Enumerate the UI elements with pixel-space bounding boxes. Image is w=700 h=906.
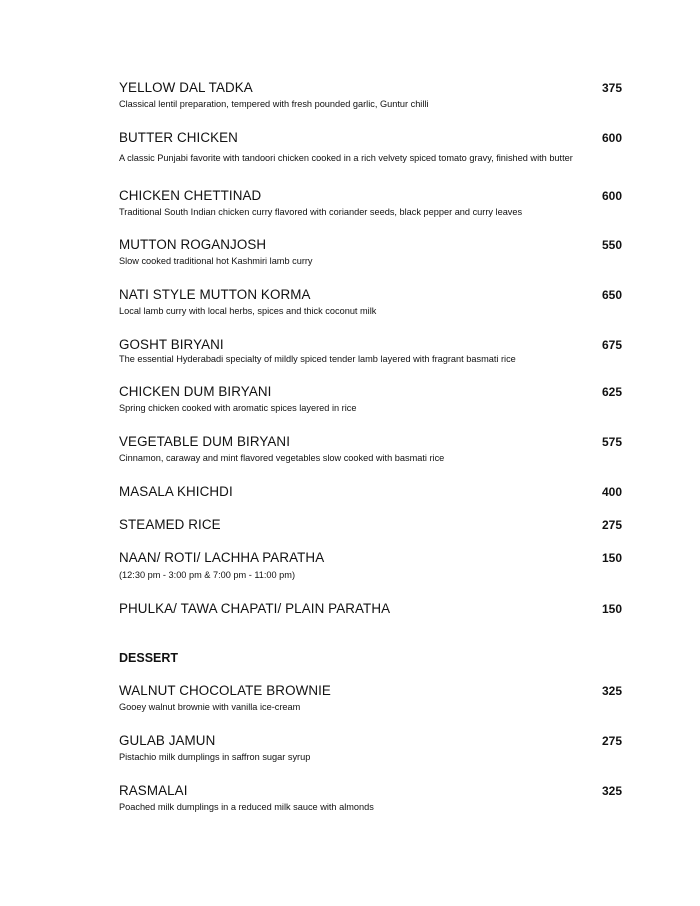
item-price: 325 bbox=[601, 684, 622, 698]
item-name: MASALA KHICHDI bbox=[119, 484, 233, 499]
section-title-dessert: DESSERT bbox=[119, 651, 179, 665]
item-description: Classical lentil preparation, tempered with fresh pounded garlic, Guntur chilli bbox=[119, 99, 429, 109]
item-price: 275 bbox=[601, 734, 622, 748]
item-description: Pistachio milk dumplings in saffron sugar syrup bbox=[119, 752, 311, 762]
item-name: VEGETABLE DUM BIRYANI bbox=[119, 434, 291, 449]
item-name: GULAB JAMUN bbox=[119, 733, 216, 748]
item-description: Poached milk dumplings in a reduced milk sauce with almonds bbox=[119, 802, 374, 812]
item-name: BUTTER CHICKEN bbox=[119, 130, 238, 145]
item-description: (12:30 pm - 3:00 pm & 7:00 pm - 11:00 pm) bbox=[119, 570, 296, 580]
item-name: GOSHT BIRYANI bbox=[119, 337, 224, 352]
item-price: 150 bbox=[601, 551, 622, 565]
item-name: CHICKEN CHETTINAD bbox=[119, 188, 262, 203]
item-price: 575 bbox=[601, 435, 622, 449]
item-price: 625 bbox=[601, 385, 622, 399]
item-name: WALNUT CHOCOLATE BROWNIE bbox=[119, 683, 331, 698]
item-price: 375 bbox=[601, 81, 622, 95]
item-price: 550 bbox=[601, 238, 622, 252]
item-name: YELLOW DAL TADKA bbox=[119, 80, 253, 95]
item-price: 600 bbox=[601, 189, 622, 203]
item-description: Gooey walnut brownie with vanilla ice-cream bbox=[119, 702, 301, 712]
item-description: A classic Punjabi favorite with tandoori chicken cooked in a rich velvety spiced tomato gravy, finished with butter bbox=[119, 153, 573, 163]
item-price: 275 bbox=[601, 518, 622, 532]
item-name: PHULKA/ TAWA CHAPATI/ PLAIN PARATHA bbox=[119, 601, 391, 616]
item-name: NAAN/ ROTI/ LACHHA PARATHA bbox=[119, 550, 325, 565]
item-description: Slow cooked traditional hot Kashmiri lamb curry bbox=[119, 256, 313, 266]
item-price: 600 bbox=[601, 131, 622, 145]
item-name: MUTTON ROGANJOSH bbox=[119, 237, 267, 252]
item-description: Local lamb curry with local herbs, spices and thick coconut milk bbox=[119, 306, 377, 316]
item-description: Cinnamon, caraway and mint flavored vegetables slow cooked with basmati rice bbox=[119, 453, 445, 463]
item-name: CHICKEN DUM BIRYANI bbox=[119, 384, 272, 399]
item-price: 650 bbox=[601, 288, 622, 302]
item-description: Traditional South Indian chicken curry flavored with coriander seeds, black pepper and curry leaves bbox=[119, 207, 523, 217]
item-name: STEAMED RICE bbox=[119, 517, 221, 532]
item-price: 675 bbox=[601, 338, 622, 352]
item-price: 325 bbox=[601, 784, 622, 798]
item-price: 150 bbox=[601, 602, 622, 616]
item-description: The essential Hyderabadi specialty of mildly spiced tender lamb layered with fragrant basmati rice bbox=[119, 354, 516, 364]
item-name: NATI STYLE MUTTON KORMA bbox=[119, 287, 311, 302]
item-name: RASMALAI bbox=[119, 783, 188, 798]
item-price: 400 bbox=[601, 485, 622, 499]
item-description: Spring chicken cooked with aromatic spices layered in rice bbox=[119, 403, 357, 413]
